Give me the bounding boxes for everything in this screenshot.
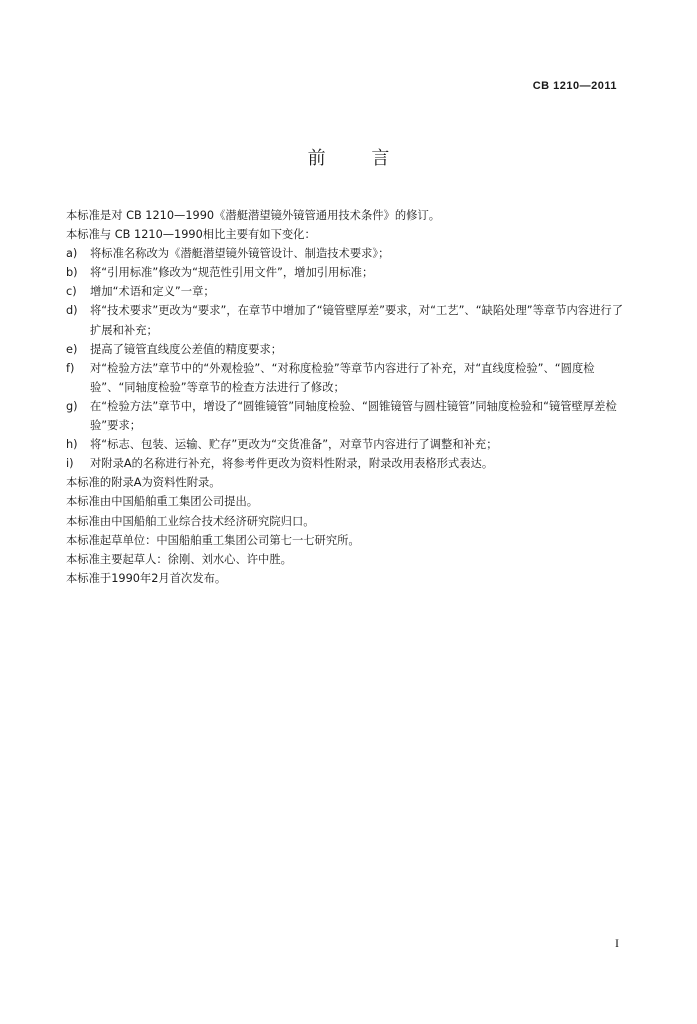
standard-number: CB 1210—2011 bbox=[532, 80, 617, 92]
item-marker: i) bbox=[66, 457, 74, 471]
change-item bbox=[66, 435, 632, 454]
item-text: 对附录A的名称进行补充，将参考件更改为资料性附录，附录改用表格形式表达。 bbox=[90, 457, 494, 471]
item-text: 将“引用标准”修改为“规范性引用文件”，增加引用标准； bbox=[90, 266, 374, 280]
intro-paragraph: 本标准与 CB 1210—1990相比主要有如下变化： bbox=[66, 228, 316, 242]
closing-paragraph: 本标准由中国船舶工业综合技术经济研究院归口。 bbox=[66, 514, 315, 528]
closing-paragraph: 本标准起草单位：中国船舶重工集团公司第七一七研究所。 bbox=[66, 533, 360, 547]
change-item bbox=[66, 282, 632, 301]
foreword-body bbox=[66, 206, 632, 588]
item-marker: f) bbox=[66, 361, 75, 375]
item-marker: d) bbox=[66, 304, 78, 318]
item-marker: b) bbox=[66, 266, 78, 280]
change-item bbox=[66, 454, 632, 473]
page-number: I bbox=[615, 936, 619, 950]
item-marker: c) bbox=[66, 285, 77, 299]
closing-paragraph: 本标准于1990年2月首次发布。 bbox=[66, 571, 227, 585]
item-text: 提高了镜管直线度公差值的精度要求； bbox=[90, 342, 283, 356]
item-text: 将“技术要求”更改为“要求”，在章节中增加了“镜管壁厚差”要求，对“工艺”、“缺陷处理”等章节内容进行了扩展和补充； bbox=[90, 304, 623, 337]
item-text: 将标准名称改为《潜艇潜望镜外镜管设计、制造技术要求》； bbox=[90, 247, 390, 261]
item-marker: g) bbox=[66, 399, 78, 413]
item-marker: h) bbox=[66, 438, 78, 452]
item-marker: e) bbox=[66, 342, 78, 356]
closing-paragraph: 本标准主要起草人：徐刚、刘水心、许中胜。 bbox=[66, 552, 292, 566]
change-item bbox=[66, 244, 632, 263]
intro-paragraph: 本标准是对 CB 1210—1990《潜艇潜望镜外镜管通用技术条件》的修订。 bbox=[66, 209, 441, 222]
change-item bbox=[66, 397, 632, 435]
item-text: 增加“术语和定义”一章； bbox=[90, 285, 215, 299]
item-text: 对“检验方法”章节中的“外观检验”、“对称度检验”等章节内容进行了补充，对“直线度检验”、“圆度检验”、“同轴度检验”等章节的检查方法进行了修改； bbox=[90, 361, 595, 394]
closing-paragraph: 本标准由中国船舶重工集团公司提出。 bbox=[66, 495, 259, 509]
page-title: 前 言 bbox=[307, 148, 410, 169]
change-item bbox=[66, 301, 632, 339]
item-marker: a) bbox=[66, 247, 78, 261]
change-item bbox=[66, 340, 632, 359]
change-item bbox=[66, 263, 632, 282]
closing-paragraph: 本标准的附录A为资料性附录。 bbox=[66, 476, 221, 490]
change-item bbox=[66, 359, 632, 397]
item-text: 在“检验方法”章节中，增设了“圆锥镜管”同轴度检验、“圆锥镜管与圆柱镜管”同轴度检验和“镜管壁厚差检验”要求； bbox=[90, 399, 617, 433]
item-text: 将“标志、包装、运输、贮存”更改为“交货准备”，对章节内容进行了调整和补充； bbox=[90, 438, 498, 452]
